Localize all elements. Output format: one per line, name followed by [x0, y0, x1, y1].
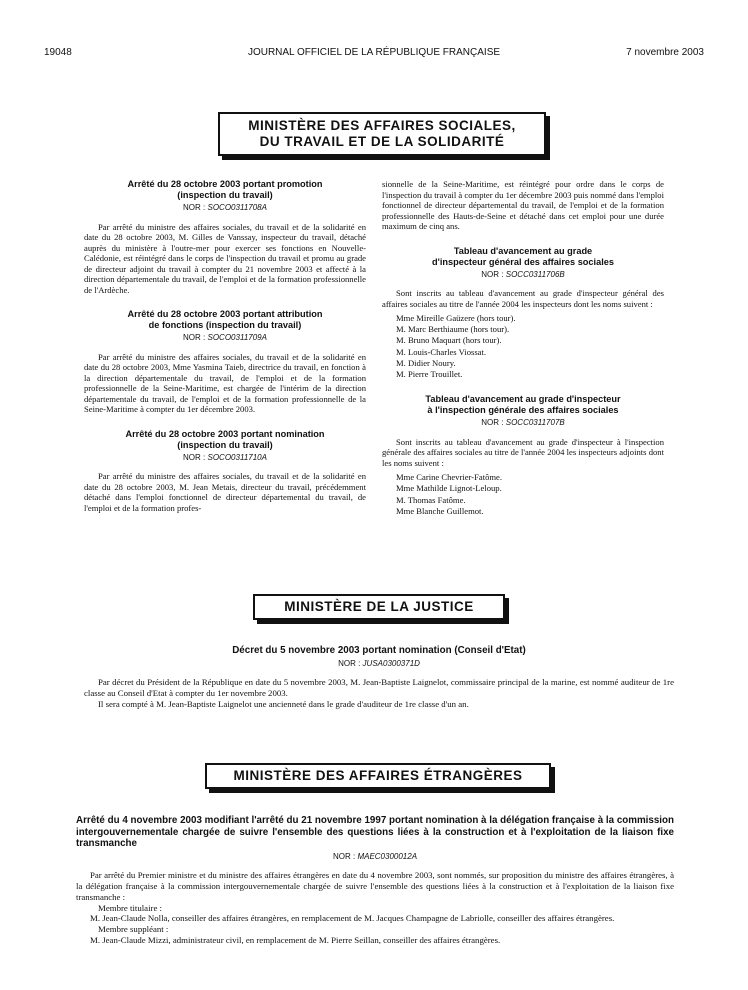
ministry-heading-justice: MINISTÈRE DE LA JUSTICE	[253, 594, 505, 620]
nor-reference	[382, 418, 664, 429]
ministry-heading-line1: MINISTÈRE DES AFFAIRES SOCIALES,	[248, 118, 516, 133]
article-body: Sont inscrits au tableau d'avancement au grade d'inspecteur à l'inspection générale des affaires sociales au titre de l'année 2004 les inspecteurs adjoints dont les noms suivent :	[382, 436, 664, 468]
nor-reference	[84, 453, 366, 464]
arrete-foreign-affairs-section	[76, 815, 674, 946]
right-column	[382, 179, 664, 517]
nor-label: NOR :	[481, 269, 504, 279]
ministry-heading-social-affairs	[218, 112, 546, 156]
nor-label: NOR :	[183, 333, 206, 342]
title-line: Tableau d'avancement au grade d'inspecteur	[425, 394, 621, 405]
issue-date: 7 novembre 2003	[626, 47, 704, 58]
article-title	[84, 179, 366, 201]
article-body: Par arrêté du ministre des affaires sociales, du travail et de la solidarité en date du 28 octobre 2003, Mme Yasmina Taieb, directrice du travail, en fonction à la direction départementale du travail, de l'emploi et de la formation professionnelle de la Seine-Maritime, est chargée de l'intérim de la direction départementale du travail, de l'emploi et de la formation professionnelle de la Seine-Maritime à compter du 1er décembre 2003.	[84, 351, 366, 414]
nor-label: NOR :	[183, 452, 206, 462]
article-title	[382, 246, 664, 268]
article-body: M. Jean-Claude Nolla, conseiller des affaires étrangères, en remplacement de M. Jacques Champagne de Labriolle, conseiller des affaires étrangères.	[90, 913, 615, 924]
nor-code: SOCC0311706B	[505, 269, 565, 279]
ministry-heading-line2: DU TRAVAIL ET DE LA SOLIDARITÉ	[259, 134, 505, 149]
article-body: Par décret du Président de la République en date du 5 novembre 2003, M. Jean-Baptiste Laignelot, commissaire principal de la marine, est nommé auditeur de 1re classe au Conseil d'Etat à compter du 1er novembre 2003.	[84, 677, 674, 699]
arrete-attribution	[84, 309, 366, 415]
article-title	[84, 309, 366, 331]
article-body: M. Jean-Claude Mizzi, administrateur civil, en remplacement de M. Pierre Seillan, conseiller des affaires étrangères.	[90, 935, 501, 946]
tableau-inspecteur	[382, 394, 664, 517]
member-heading: Membre suppléant :	[98, 924, 169, 935]
list-item: Mme Mireille Gaüzere (hors tour).	[396, 313, 516, 323]
article-title: Arrêté du 4 novembre 2003 modifiant l'arrêté du 21 novembre 1997 portant nomination à la délégation française à la commission intergouvernementale chargée de suivre l'ensemble des questions liées à la construction et à l'exploitation de la liaison fixe transmanche	[76, 815, 674, 849]
nor-reference	[84, 333, 366, 344]
journal-title: JOURNAL OFFICIEL DE LA RÉPUBLIQUE FRANÇAISE	[247, 47, 501, 58]
member-heading: Membre titulaire :	[98, 902, 163, 913]
list-item: M. Louis-Charles Viossat.	[396, 346, 487, 357]
article-body: Par arrêté du Premier ministre et du ministre des affaires étrangères en date du 4 novembre 2003, sont nommés, sur proposition du ministre des affaires étrangères, à la délégation française à la commission intergouvernementale chargée de suivre l'ensemble des questions liées à la construction et à l'exploitation de la liaison fixe transmanche :	[76, 870, 674, 902]
nor-reference	[76, 852, 674, 863]
names-list	[396, 313, 664, 380]
title-line: de fonctions (inspection du travail)	[148, 320, 302, 330]
nor-reference	[84, 203, 366, 214]
list-item: Mme Carine Chevrier-Fatôme.	[396, 472, 503, 483]
title-line: d'inspecteur général des affaires sociales	[432, 256, 614, 267]
nor-code: JUSA0300371D	[362, 658, 420, 668]
page-number: 19048	[44, 47, 72, 58]
article-title	[84, 429, 366, 451]
article-continuation: sionnelle de la Seine-Maritime, est réintégré pour ordre dans le corps de l'inspection du travail à compter du 1er décembre 2003 puis nommé dans l'emploi fonctionnel de directeur départemental du travail, de l'emploi et de la formation professionnelle des Hauts-de-Seine et détaché dans cet emploi pour une durée maximum de cinq ans.	[382, 179, 664, 231]
nor-code: SOCO0311708A	[207, 203, 267, 212]
title-line: (inspection du travail)	[177, 439, 273, 450]
list-item: M. Didier Noury.	[396, 357, 456, 368]
nor-label: NOR :	[183, 203, 206, 212]
nor-code: SOCO0311710A	[207, 452, 267, 462]
ministry-heading-foreign-affairs: MINISTÈRE DES AFFAIRES ÉTRANGÈRES	[205, 763, 551, 789]
title-line: (inspection du travail)	[177, 190, 273, 200]
nor-label: NOR :	[332, 851, 356, 861]
nor-reference	[382, 270, 664, 281]
title-line: Arrêté du 28 octobre 2003 portant attribution	[127, 309, 323, 319]
article-body: Par arrêté du ministre des affaires sociales, du travail et de la solidarité en date du 28 octobre 2003, M. Gilles de Vanssay, inspecteur du travail, détaché auprès du ministère à l'outre-mer pour exercer ses fonctions en Nouvelle-Calédonie, est réintégré dans le corps de l'inspection du travail et promu au grade de directeur adjoint du travail à compter du 21 novembre 2003 et affecté à la direction départementale du travail, de l'emploi et de la formation professionnelle de l'Ardèche.	[84, 221, 366, 295]
title-line: à l'inspection générale des affaires sociales	[427, 405, 619, 416]
article-body: Sont inscrits au tableau d'avancement au grade d'inspecteur général des affaires sociales au titre de l'année 2004 les inspecteurs dont les noms suivent :	[382, 288, 664, 309]
nor-code: SOCC0311707B	[505, 418, 565, 428]
nor-code: SOCO0311709A	[207, 333, 267, 342]
decret-section	[84, 645, 674, 710]
list-item: M. Bruno Maquart (hors tour).	[396, 335, 502, 346]
list-item: M. Pierre Trouillet.	[396, 369, 463, 380]
left-column	[84, 179, 366, 513]
nor-code: MAEC0300012A	[357, 851, 418, 861]
list-item: M. Thomas Fatôme.	[396, 494, 466, 505]
list-item: Mme Mathilde Lignot-Leloup.	[396, 483, 502, 494]
title-line: Arrêté du 28 octobre 2003 portant nomination	[125, 428, 325, 439]
nor-label: NOR :	[481, 418, 504, 428]
article-title	[382, 394, 664, 416]
nor-reference	[84, 659, 674, 670]
article-body: Il sera compté à M. Jean-Baptiste Laignelot une ancienneté dans le grade d'auditeur de 1re classe d'un an.	[98, 698, 469, 709]
arrete-nomination	[84, 429, 366, 514]
article-body: Par arrêté du ministre des affaires sociales, du travail et de la solidarité en date du 28 octobre 2003, M. Jean Metais, directeur du travail, précédemment détaché dans l'emploi fonctionnel de directeur départemental du travail, de l'emploi et de la formation profes-	[84, 471, 366, 513]
nor-label: NOR :	[338, 658, 361, 668]
list-item: Mme Blanche Guillemot.	[396, 505, 484, 516]
tableau-inspecteur-general	[382, 246, 664, 381]
title-line: Tableau d'avancement au grade	[453, 245, 593, 256]
names-list	[396, 472, 664, 517]
list-item: M. Marc Berthiaume (hors tour).	[396, 324, 510, 335]
title-line: Arrêté du 28 octobre 2003 portant promotion	[127, 179, 323, 189]
arrete-promotion	[84, 179, 366, 295]
article-title: Décret du 5 novembre 2003 portant nomination (Conseil d'Etat)	[232, 645, 526, 656]
